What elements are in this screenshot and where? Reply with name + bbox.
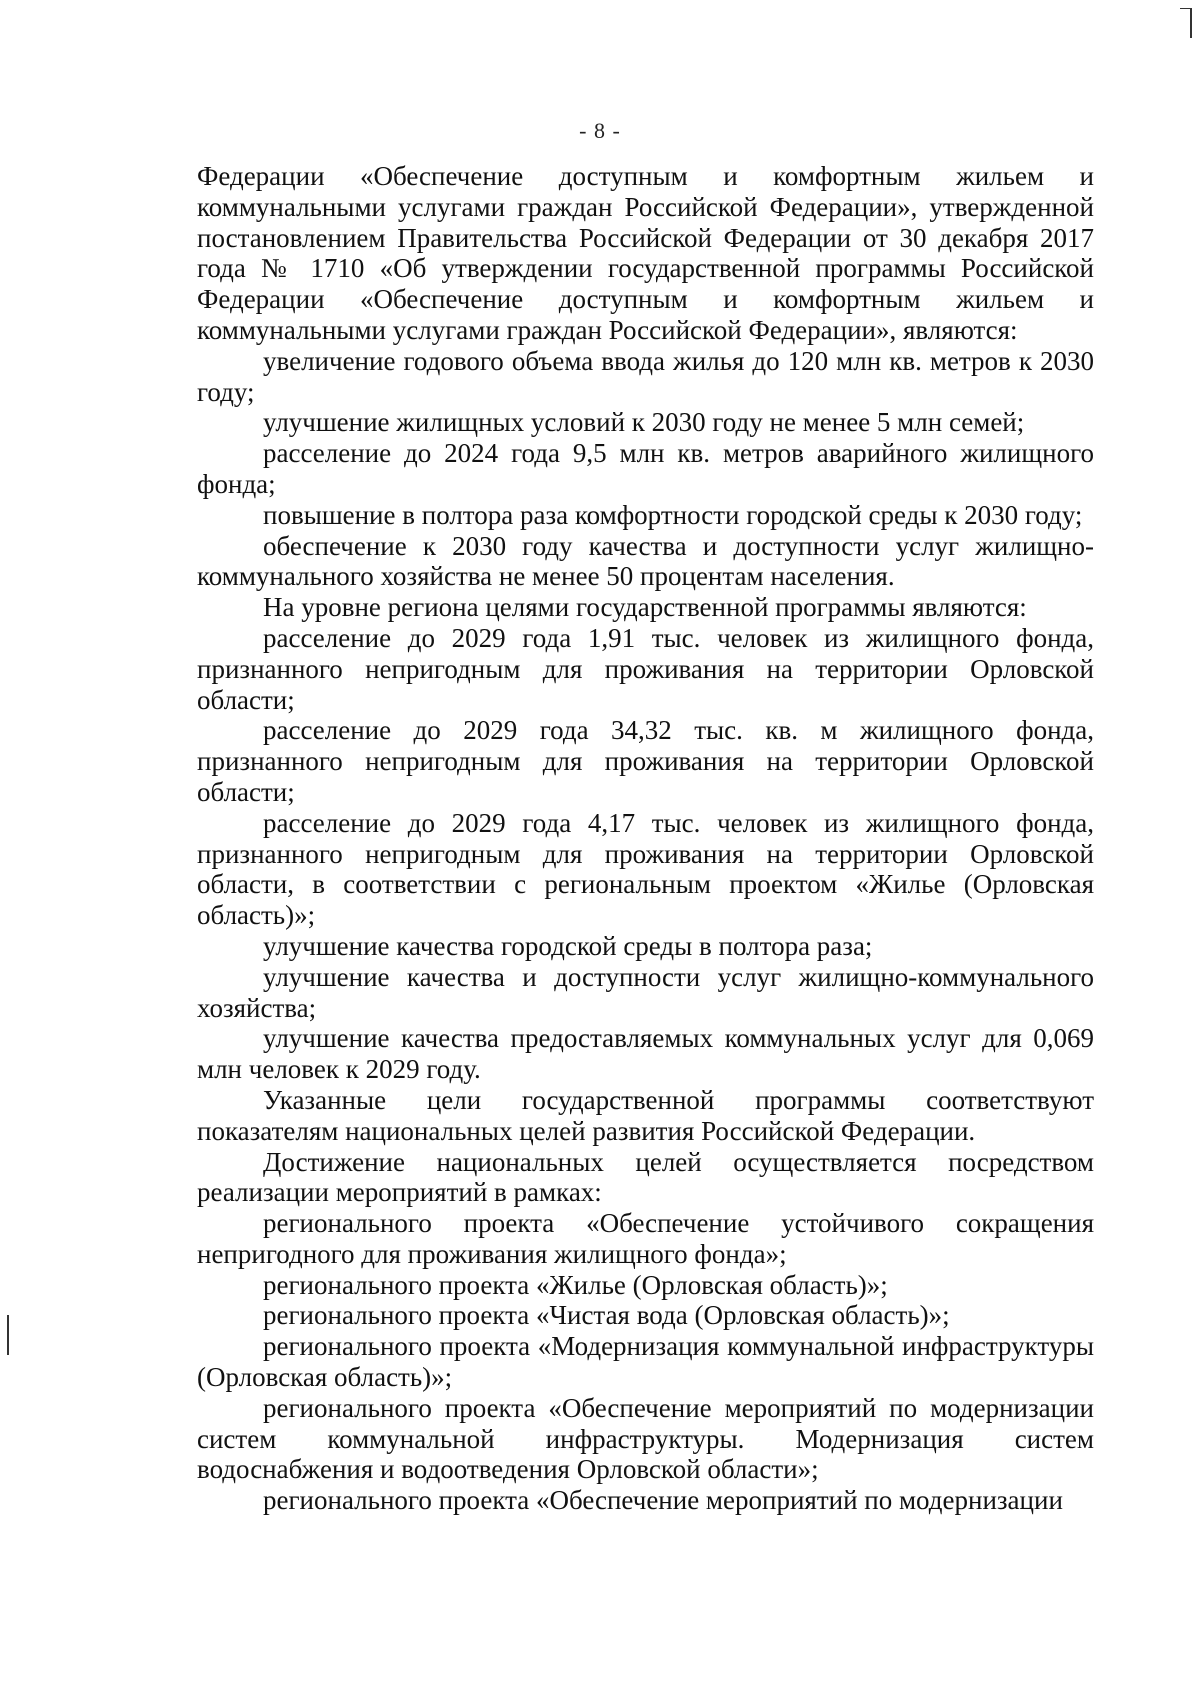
paragraph: Указанные цели государственной программы соответствуют показателям национальных целей развития Российской Федерации. xyxy=(197,1084,1094,1146)
paragraph: улучшение качества городской среды в полтора раза; xyxy=(263,930,873,961)
paragraph: регионального проекта «Обеспечение мероприятий по модернизации систем коммунальной инфраструктуры. Модернизация систем водоснабжения и водоотведения Орловской области»; xyxy=(197,1392,1094,1485)
paragraph: регионального проекта «Обеспечение устойчивого сокращения непригодного для проживания жилищного фонда»; xyxy=(197,1208,1094,1269)
scan-margin-mark xyxy=(7,1315,9,1355)
paragraph: расселение до 2029 года 34,32 тыс. кв. м жилищного фонда, признанного непригодным для проживания на территории Орловской области; xyxy=(197,715,1094,807)
paragraph: обеспечение к 2030 году качества и доступности услуг жилищно-коммунального хозяйства не менее 50 процентам населения. xyxy=(197,530,1094,592)
scan-edge-mark xyxy=(1190,8,1192,38)
paragraph: повышение в полтора раза комфортности городской среды к 2030 году; xyxy=(263,499,1083,530)
paragraph: улучшение качества предоставляемых коммунальных услуг для 0,069 млн человек к 2029 году. xyxy=(197,1023,1094,1085)
paragraph: улучшение качества и доступности услуг жилищно-коммунального хозяйства; xyxy=(197,961,1094,1023)
paragraph: увеличение годового объема ввода жилья до 120 млн кв. метров к 2030 году; xyxy=(197,345,1094,407)
paragraph: регионального проекта «Обеспечение мероприятий по модернизации xyxy=(263,1485,1063,1516)
paragraph: Достижение национальных целей осуществляется посредством реализации мероприятий в рамках: xyxy=(197,1146,1094,1208)
paragraph: расселение до 2029 года 1,91 тыс. человек из жилищного фонда, признанного непригодным для проживания на территории Орловской области; xyxy=(197,622,1094,715)
paragraph: На уровне региона целями государственной программы являются: xyxy=(263,592,1027,623)
page-number: - 8 - xyxy=(579,118,621,143)
paragraph: регионального проекта «Жилье (Орловская область)»; xyxy=(263,1269,888,1300)
document-body xyxy=(197,161,1094,1516)
paragraph: расселение до 2024 года 9,5 млн кв. метров аварийного жилищного фонда; xyxy=(197,438,1094,499)
paragraph: Федерации «Обеспечение доступным и комфортным жильем и коммунальными услугами граждан Российской Федерации», утвержденной постановлением Правительства Российской Федерации от 30 декабря 2017 года № 1710 «Об утверждении государственной программы Российской Федерации «Обеспечение доступным и комфортным жильем и коммунальными услугами граждан Российской Федерации», являются: xyxy=(197,161,1094,345)
paragraph: расселение до 2029 года 4,17 тыс. человек из жилищного фонда, признанного непригодным для проживания на территории Орловской области, в соответствии с региональным проектом «Жилье (Орловская область)»; xyxy=(197,807,1094,931)
scan-edge-mark xyxy=(1180,8,1190,9)
paragraph: регионального проекта «Чистая вода (Орловская область)»; xyxy=(263,1300,950,1331)
paragraph: улучшение жилищных условий к 2030 году не менее 5 млн семей; xyxy=(263,407,1025,438)
paragraph: регионального проекта «Модернизация коммунальной инфраструктуры (Орловская область)»; xyxy=(197,1331,1094,1393)
